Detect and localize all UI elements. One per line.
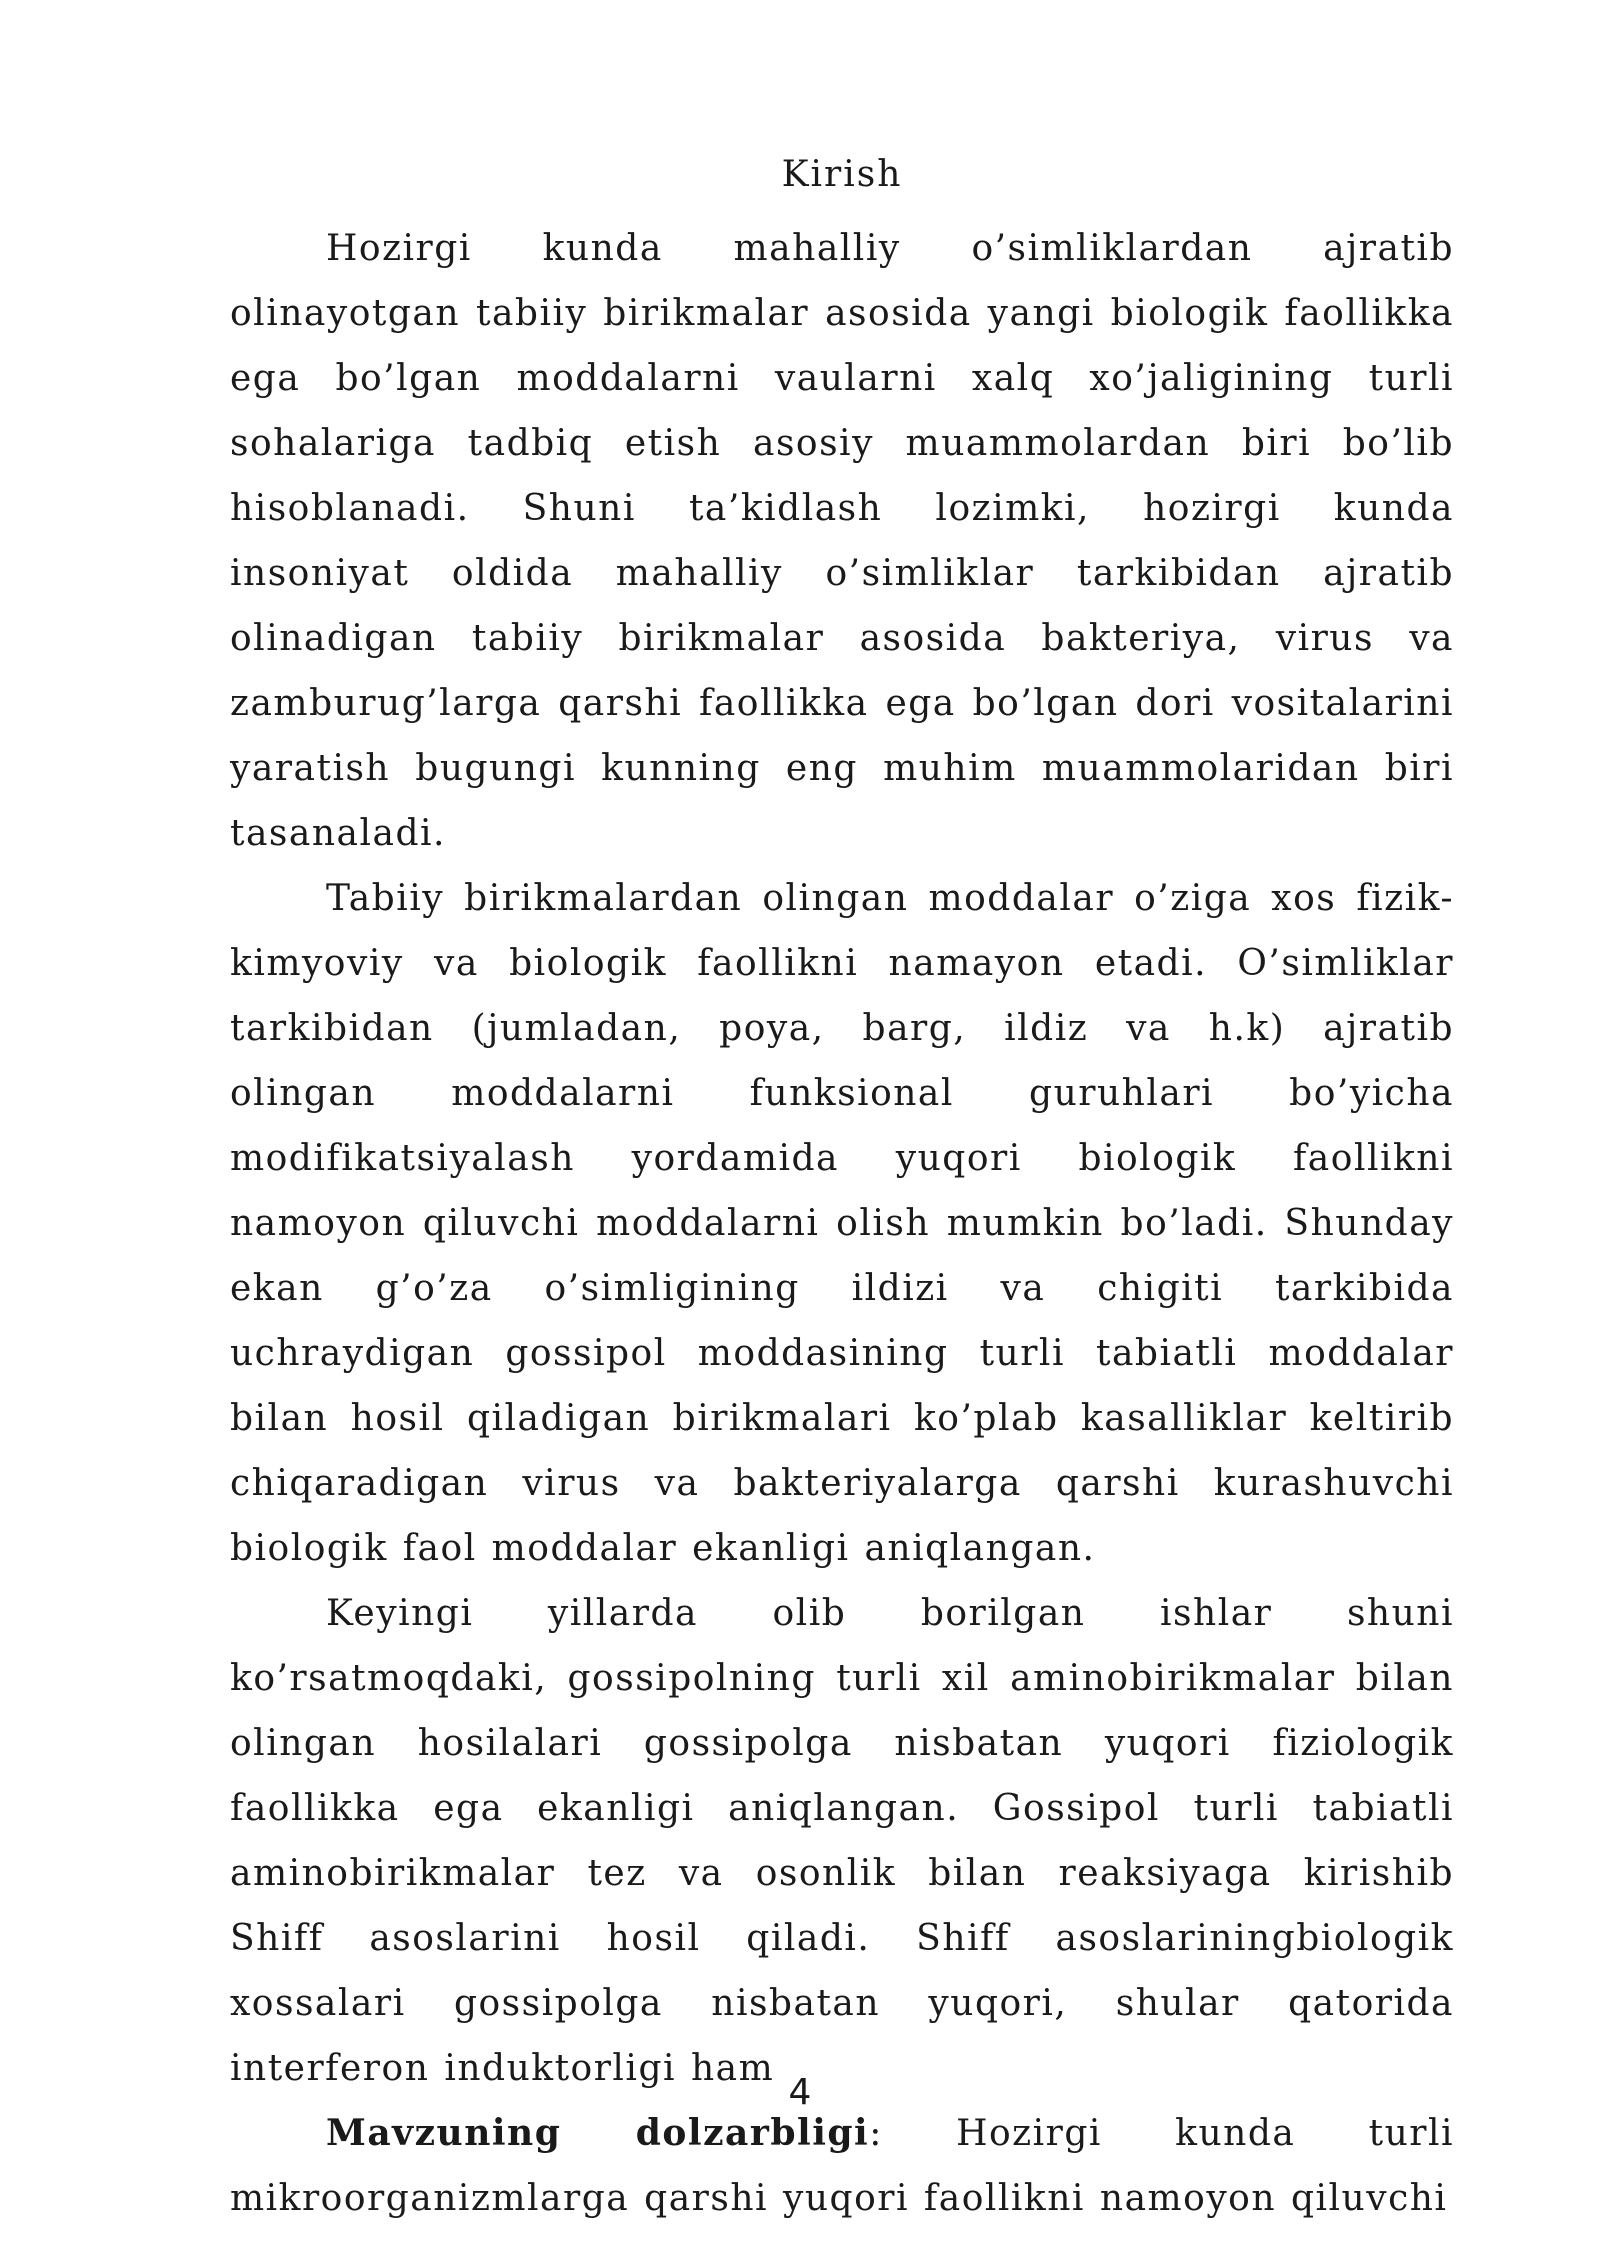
paragraph-natural-compounds: Tabiiy birikmalardan olingan moddalar o’ziga xos fizik-kimyoviy va biologik faollikni namayon etadi. O’simliklar tarkibidan (jumladan, poya, barg, ildiz va h.k) ajratib olingan moddalarni funksional guruhlari bo’yicha modifikatsiyalash yordamida yuqori biologik faollikni namoyon qiluvchi moddalarni olish mumkin bo’ladi. Shunday ekan g’o’za o’simligining ildizi va chigiti tarkibida uchraydigan gossipol moddasining turli tabiatli moddalar bilan hosil qiladigan birikmalari ko’plab kasalliklar keltirib chiqaradigan virus va bakteriyalarga qarshi kurashuvchi biologik faol moddalar ekanligi aniqlangan. [230, 878, 1454, 1569]
relevance-text: Hozirgi kunda turli mikroorganizmlarga qarshi yuqori faollikni namoyon qiluvchi [230, 2113, 1455, 2219]
document-page [230, 150, 1454, 2231]
page-title: Kirish [781, 154, 903, 195]
page-number: 4 [788, 2072, 812, 2113]
relevance-colon: : [869, 2113, 883, 2154]
paragraph-gossypol-derivatives: Keyingi yillarda olib borilgan ishlar shuni ko’rsatmoqdaki, gossipolning turli xil aminobirikmalar bilan olingan hosilalari gossipolga nisbatan yuqori fiziologik faollikka ega ekanligi aniqlangan. Gossipol turli tabiatli aminobirikmalar tez va osonlik bilan reaksiyaga kirishib Shiff asoslarini hosil qiladi. Shiff asoslariningbiologik xossalari gossipolga nisbatan yuqori, shular qatorida interferon induktorligi ham [230, 1593, 1454, 2089]
paragraph-relevance [230, 2101, 1454, 2231]
paragraph-intro: Hozirgi kunda mahalliy o’simliklardan ajratib olinayotgan tabiiy birikmalar asosida yangi biologik faollikka ega bo’lgan moddalarni vaularni xalq xo’jaligining turli sohalariga tadbiq etish asosiy muammolardan biri bo’lib hisoblanadi. Shuni ta’kidlash lozimki, hozirgi kunda insoniyat oldida mahalliy o’simliklar tarkibidan ajratib olinadigan tabiiy birikmalar asosida bakteriya, virus va zamburug’larga qarshi faollikka ega bo’lgan dori vositalarini yaratish bugungi kunning eng muhim muammolaridan biri tasanaladi. [230, 228, 1454, 854]
relevance-heading: Mavzuning dolzarbligi [326, 2112, 870, 2154]
